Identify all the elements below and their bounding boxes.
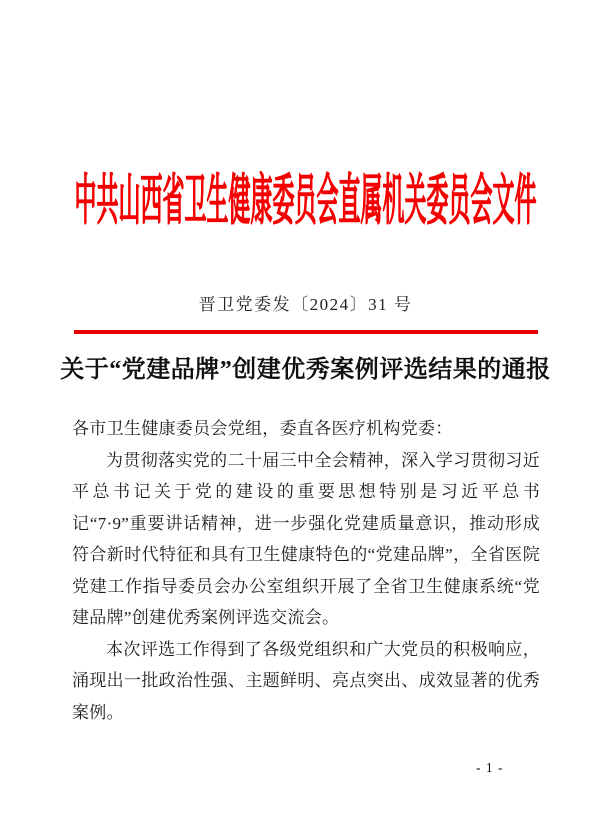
document-number: 晋卫党委发〔2024〕31 号 bbox=[198, 295, 413, 314]
issuing-authority-title: 中共山西省卫生健康委员会直属机关委员会文件 bbox=[74, 169, 537, 231]
document-title: 关于“党建品牌”创建优秀案例评选结果的通报 bbox=[60, 357, 551, 383]
red-header-banner bbox=[0, 171, 611, 229]
body-paragraph-1: 为贯彻落实党的二十届三中全会精神，深入学习贯彻习近平总书记关于党的建设的重要思想特别是习近平总书记“7·9”重要讲话精神，进一步强化党建质量意识，推动形成符合新时代特征和具有卫生健康特色的“党建品牌”，全省医院党建工作指导委员会办公室组织开展了全省卫生健康系统“党建品牌”创建优秀案例评选交流会。 bbox=[72, 450, 540, 627]
red-divider-line bbox=[74, 330, 538, 334]
body-paragraph-2: 本次评选工作得到了各级党组织和广大党员的积极响应，涌现出一批政治性强、主题鲜明、亮点突出、成效显著的优秀案例。 bbox=[72, 639, 540, 722]
page-number: - 1 - bbox=[476, 760, 504, 775]
salutation-line: 各市卫生健康委员会党组，委直各医疗机构党委： bbox=[72, 419, 453, 438]
document-body bbox=[0, 413, 611, 728]
